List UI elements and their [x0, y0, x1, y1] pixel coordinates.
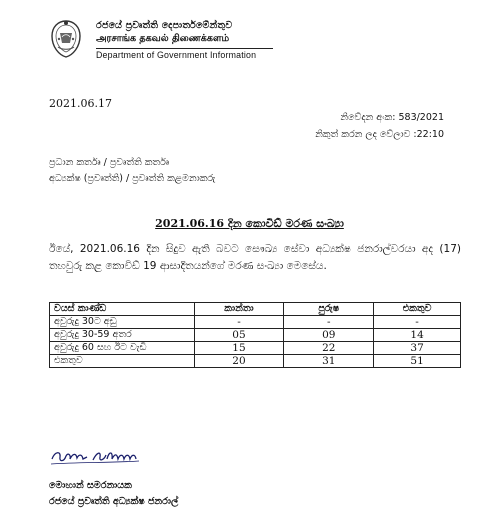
org-name-tamil: அரசாங்க தகவல் திணைக்களம்: [96, 33, 230, 44]
header-total: එකතුව: [374, 303, 461, 316]
table-row: [50, 355, 461, 368]
document-title-text: 2021.06.16 දින කොවිඩ් මරණ සංඛ්‍යා: [155, 217, 344, 230]
header-female: කාන්තා: [194, 303, 284, 316]
cell-female: 15: [194, 342, 284, 355]
cell-male: 09: [284, 329, 374, 342]
table-row: [50, 329, 461, 342]
header-age-group: වයස් කාණ්ඩ: [50, 303, 195, 316]
state-emblem-icon: [49, 19, 83, 59]
cell-age-group: අවුරුදු 30-59 අතර: [50, 329, 195, 342]
deaths-table: [49, 302, 461, 368]
header-divider: [96, 48, 273, 49]
header-male: පුරුෂ: [284, 303, 374, 316]
table-row: [50, 316, 461, 329]
cell-female: 05: [194, 329, 284, 342]
cell-female: 20: [194, 355, 284, 368]
cell-age-group: අවුරුදු 60 සහ ඊට වැඩි: [50, 342, 195, 355]
signatory-title: රජයේ ප්‍රවෘත්ති අධ්‍යක්ෂ ජනරාල්: [49, 496, 179, 507]
table-row: [50, 342, 461, 355]
org-name-english: Department of Government Information: [96, 50, 257, 60]
recipient-line-2: අධ්‍යක්ෂ (ප්‍රවෘත්ති) / ප්‍රවෘත්ති කළමනාකරු: [49, 173, 216, 184]
cell-age-group: එකතුව: [50, 355, 195, 368]
recipient-line-1: ප්‍රධාන කර්තෘ / ප්‍රවෘත්ති කර්තෘ: [49, 157, 169, 168]
cell-total: 51: [374, 355, 461, 368]
cell-total: -: [374, 316, 461, 329]
table-header-row: [50, 303, 461, 316]
body-paragraph: ඊයේ, 2021.06.16 දින සිදුව ඇති බවට සෞඛ්‍ය සේවා අධ්‍යක්ෂ ජනරාල්වරයා අද (17) තහවුරු කළ කොවිඩ් 19 ආසාදිතයන්ගේ මරණ සංඛ්‍යා මෙසේය.: [49, 243, 461, 272]
cell-male: 31: [284, 355, 374, 368]
signatory-name: මොහාන් සමරනායක: [49, 480, 132, 491]
release-date: 2021.06.17: [49, 97, 112, 110]
cell-total: 37: [374, 342, 461, 355]
cell-female: -: [194, 316, 284, 329]
cell-male: 22: [284, 342, 374, 355]
reference-number: නිවේදන අංක: 583/2021: [340, 112, 444, 123]
cell-total: 14: [374, 329, 461, 342]
release-time: නිකුත් කරන ලද වේලාව :22:10: [315, 129, 444, 140]
document-title: [0, 217, 499, 231]
cell-male: -: [284, 316, 374, 329]
org-name-sinhala: රජයේ ප්‍රවෘත්ති දෙපාර්තමේන්තුව: [96, 20, 233, 31]
cell-age-group: අවුරුදු 30ට අඩු: [50, 316, 195, 329]
handwritten-signature: [49, 443, 169, 469]
